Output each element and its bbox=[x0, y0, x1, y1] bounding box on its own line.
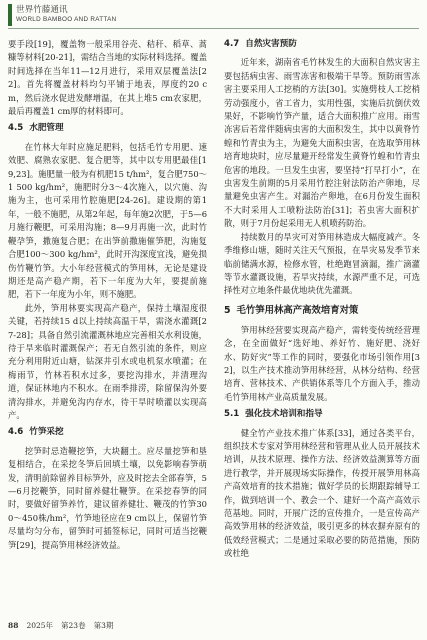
section-heading-5-1 bbox=[224, 408, 420, 421]
section-heading-4-7 bbox=[224, 38, 420, 51]
section-title: 强化技术培训和指导 bbox=[245, 409, 323, 420]
paragraph: 要手段[19]，覆盖物一般采用谷壳、秸秆、稻草、蒿糠等材料[20-21]，需结合当地的实际材料选择。覆盖时间选择在当年11—12月进行，采用双层覆盖法[22]。首先将覆盖材料均匀平铺于地表，厚度约20 cm，然后浇水促进发酵增温，在其上堆5 cm农家肥，最后再覆盖1 cm厚的材料即可。 bbox=[8, 39, 207, 117]
footer-issue: 第3期 bbox=[93, 621, 114, 630]
paragraph: 近年来，湖南省毛竹林发生的大面积自然灾害主要包括病虫害、雨雪冻害和极端干旱等。预防雨雪冻害主要采用人工挖梢的方法[30]。实施劈枝人工挖梢劳动强度小，省工省力，实用性强，实施后抗倒伏效果好，不影响竹笋产量，适合大面积推广应用。雨雪冻害后若常伴随病虫害的大面积发生，其中以黄脊竹蝗和竹青虫为主，为避免大面积虫害，在选取笋用林培育地块时，应尽量避开经常发生黄脊竹蝗和竹青虫危害的地段。一旦发生虫害，要坚持“打早打小”，在虫害发生前期的5月采用竹腔注射法防治产卵地，尽量避免虫害产生。对漏治产卵地，在6月份发生面积不大时采用人工喷粉法防治[31]；若虫害大面积扩散，则于7月份起采用无人机喷药防治。 bbox=[224, 57, 420, 229]
journal-title-en: WORLD BAMBOO AND RATTAN bbox=[16, 16, 117, 23]
paragraph: 挖笋时忌造鞭挖笋，大块翻土。应尽量挖笋和垦复相结合，在采挖冬笋后回填土壤，以免影响春笋萌发，清明前除留养目标笋外，应及时挖去全部春笋，5—6月挖鞭笋，同时留养健壮鞭笋。在采挖春笋的同时，要做好留笋养竹，建议留养健壮、鞭茂的竹笋300～450株/hm²，竹笋地径应在9 cm以上，保留竹笋尽量均匀分布，留笋时可插签标记，同时可适当挖鞭笋[29]，提高笋用林经济效益。 bbox=[8, 445, 207, 550]
section-title: 水肥管理 bbox=[29, 123, 64, 134]
paragraph: 此外，笋用林要实现高产稳产，保持土壤湿度很关键，若持续15 d以上持续高温干旱，需浇水灌溉[27-28]；具备自然引流灌溉林地应完善相关水利设施，待于旱来临时灌溉保产；若无自然引流的条件，则应充分利用附近山塘，钻深井引水或电机泵水喷灌；在梅雨节，竹林若积水过多，要挖沟排水，并清理沟道，保证林地内不积水。在雨季排涝，除留保沟外要清沟排水，并避免沟内存水，待干旱时喷灌以实现高产。 bbox=[8, 302, 207, 420]
paragraph: 健全竹产业技术推广体系[33]，通过各类平台，组织技术专家对笋用林经营和管理从业人员开展技术培训，从技术原理、操作方法、经济效益测算等方面进行教学，并开展现场实际操作，传授开展笋用林高产高效培育的技术措施；做好学员的长期跟踪辅导工作，做到培训一个、教会一个、建好一个高产高效示范基地。同时，开展广泛的宣传推介，一是宣传高产高效笋用林的经济效益，吸引更多的林农摒弃原有的低效经营模式；二是通过采取必要的防范措施，预防或杜绝 bbox=[224, 427, 420, 559]
footer-year: 2025年 bbox=[26, 621, 54, 630]
page-number: 88 bbox=[8, 621, 19, 630]
header-divider bbox=[8, 28, 419, 29]
section-number: 5 bbox=[224, 304, 231, 316]
paragraph: 在竹林大年时应施足肥料，包括毛竹专用肥、速效肥、腐熟农家肥、复合肥等，其中以专用肥最佳[19,23]。施肥量一般为有机肥15 t/hm²，复合肥750～1 500 kg/hm²，施肥时分3～4次施入，以穴施、沟施为主，也可采用竹腔施肥[24-26]。建设期的第1年，一般不施肥，从第2年起，每年施2次肥，于5—6月施行鞭肥，可采用沟施；8—9月再施一次，此时竹鞭孕笋，撒施复合肥；在出笋前撒施催笋肥，沟施复合肥100～300 kg/hm²，此时开沟深度宜浅，避免损伤竹鞭竹笋。大小年经营模式的笋用林，无论是建设期还是高产稳产期，若下一年度为大年，要提前施肥，若下一年度为小年，则不施肥。 bbox=[8, 141, 207, 300]
section-number: 4.6 bbox=[8, 427, 24, 438]
left-column bbox=[8, 38, 207, 552]
section-number: 4.5 bbox=[8, 123, 24, 134]
section-heading-4-5 bbox=[8, 122, 207, 135]
journal-logo bbox=[8, 4, 12, 26]
page-footer bbox=[8, 621, 113, 631]
section-heading-5 bbox=[224, 304, 420, 318]
paragraph: 持续数月的旱灾可对笋用林造成大幅度减产。冬季维修山塘，随时关注天气预报，在旱灾易发季节来临前储满水源，检修水管，杜绝跑冒滴漏，推广滴灌等节水灌溉设施，若旱灾持续，水源严重不足，可选择性对立地条件最优地块优先灌溉。 bbox=[224, 231, 420, 296]
section-title: 自然灾害预防 bbox=[245, 39, 297, 49]
paragraph: 笋用林经营要实现高产稳产，需转变传统经营理念，在全面做好“选好地、养好竹、施好肥、浇好水、防好灾”等工作的同时，要强化市场引领作用[32]，以生产技术推动笋用林经营，从林分结构、经营培育、营林技术、产供销体系等几个方面入手，推动毛竹笋用林产业高质量发展。 bbox=[224, 324, 420, 402]
footer-volume: 第23卷 bbox=[61, 621, 86, 630]
right-column bbox=[224, 38, 420, 561]
section-heading-4-6 bbox=[8, 426, 207, 439]
page-header bbox=[8, 4, 419, 28]
section-title: 毛竹笋用林高产高效培育对策 bbox=[236, 304, 359, 316]
journal-title-cn: 世界竹藤通讯 bbox=[16, 5, 68, 15]
section-number: 5.1 bbox=[224, 409, 240, 420]
section-number: 4.7 bbox=[224, 39, 240, 49]
section-title: 竹笋采挖 bbox=[29, 427, 64, 438]
